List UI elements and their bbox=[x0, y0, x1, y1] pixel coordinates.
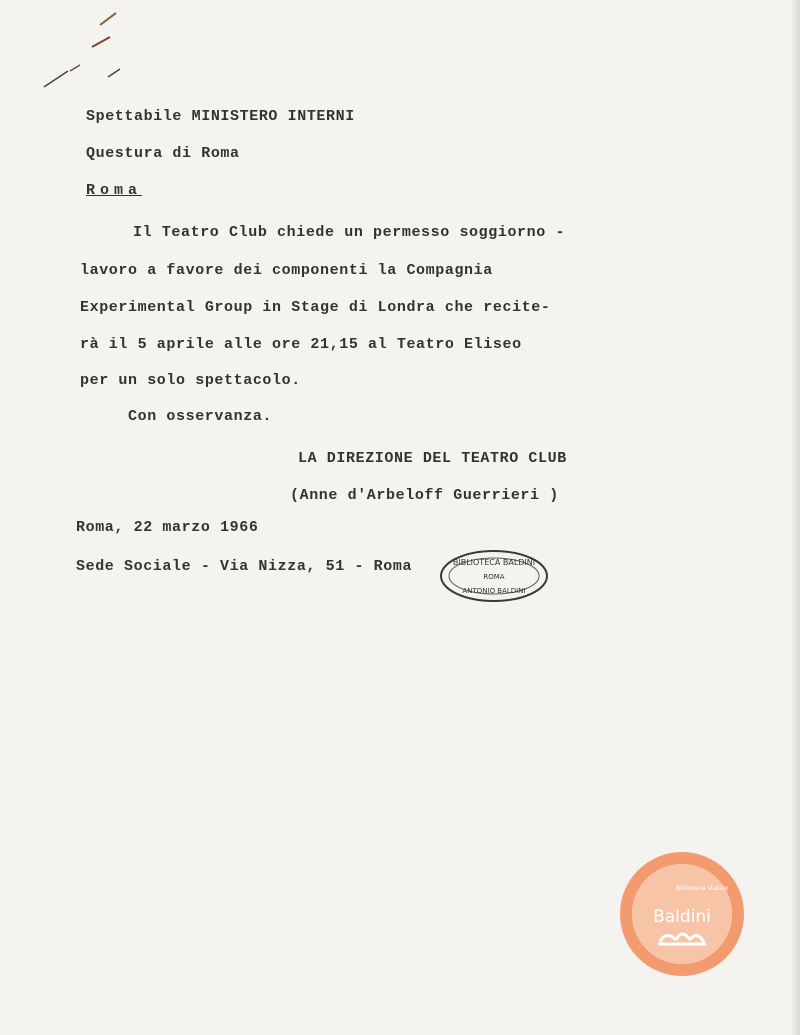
body-line: Experimental Group in Stage di Londra che recite- bbox=[80, 299, 551, 316]
ink-marks bbox=[40, 5, 170, 95]
recipient-city: Roma bbox=[86, 182, 143, 199]
svg-text:Biblioteca statale: Biblioteca statale bbox=[675, 885, 729, 892]
letter-date: Roma, 22 marzo 1966 bbox=[76, 519, 259, 536]
recipient-line: Spettabile MINISTERO INTERNI bbox=[86, 108, 355, 125]
body-line: Il Teatro Club chiede un permesso soggiorno - bbox=[133, 224, 566, 241]
svg-text:ANTONIO BALDINI: ANTONIO BALDINI bbox=[462, 587, 526, 595]
library-stamp bbox=[438, 548, 550, 604]
body-line: per un solo spettacolo. bbox=[80, 372, 301, 389]
page-edge-shadow bbox=[790, 0, 800, 1035]
body-line: rà il 5 aprile alle ore 21,15 al Teatro Eliseo bbox=[80, 336, 522, 353]
svg-text:ROMA: ROMA bbox=[483, 573, 505, 581]
closing-line: Con osservanza. bbox=[128, 408, 273, 425]
signature-organization: LA DIREZIONE DEL TEATRO CLUB bbox=[298, 450, 567, 467]
svg-text:Baldini: Baldini bbox=[653, 907, 711, 927]
body-line: lavoro a favore dei componenti la Compagnia bbox=[80, 262, 493, 279]
baldini-library-logo bbox=[620, 852, 744, 976]
recipient-office: Questura di Roma bbox=[86, 145, 240, 162]
svg-text:BIBLIOTECA BALDINI: BIBLIOTECA BALDINI bbox=[452, 558, 536, 567]
signature-name: (Anne d'Arbeloff Guerrieri ) bbox=[290, 487, 559, 504]
letter-address: Sede Sociale - Via Nizza, 51 - Roma bbox=[76, 558, 413, 575]
